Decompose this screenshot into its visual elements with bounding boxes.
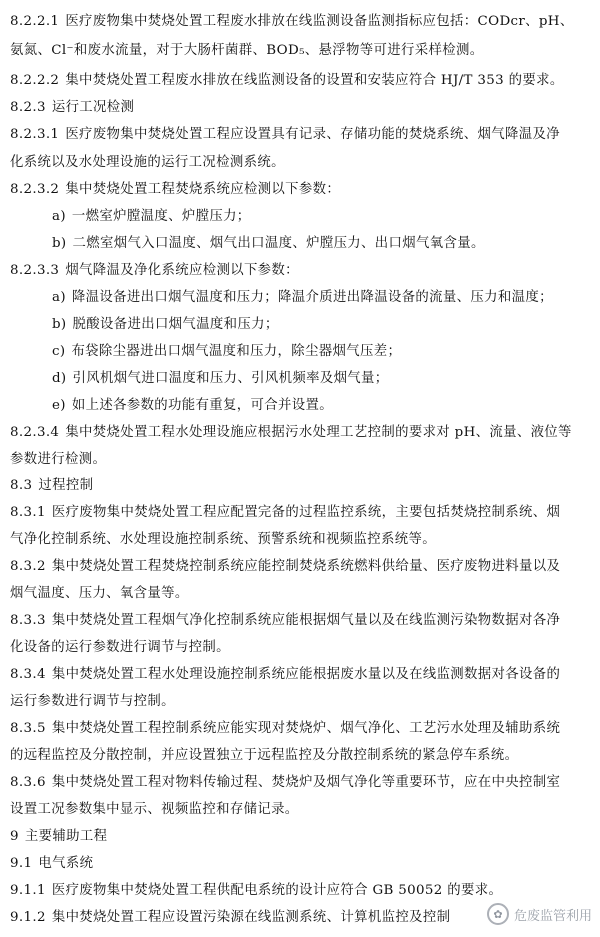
list-item-a-furnace-1: a) 一燃室炉膛温度、炉膛压力；	[52, 209, 251, 224]
list-item-e-merge: e) 如上述各参数的功能有重复，可合并设置。	[52, 398, 333, 413]
clause-8-2-3-1-line-2: 化系统以及水处理设施的运行工况检测系统。	[10, 155, 285, 170]
clause-8-2-3-4-line-1: 8.2.3.4 集中焚烧处置工程水处理设施应根据污水处理工艺控制的要求对 pH、流量、液位等	[10, 425, 572, 440]
clause-8-2-2-1-line-1: 8.2.2.1 医疗废物集中焚烧处置工程废水排放在线监测设备监测指标应包括：CODcr、pH、	[10, 14, 574, 29]
clause-8-2-3-3: 8.2.3.3 烟气降温及净化系统应检测以下参数：	[10, 263, 299, 278]
clause-8-3-3-line-2: 化设备的运行参数进行调节与控制。	[10, 640, 230, 655]
clause-8-3-5-line-1: 8.3.5 集中焚烧处置工程控制系统应能实现对焚烧炉、烟气净化、工艺污水处理及辅助系统	[10, 721, 561, 736]
clause-8-2-3-1-line-1: 8.2.3.1 医疗废物集中焚烧处置工程应设置具有记录、存储功能的焚烧系统、烟气降温及净	[10, 127, 560, 142]
clause-8-2-2-2: 8.2.2.2 集中焚烧处置工程废水排放在线监测设备的设置和安装应符合 HJ/T 353 的要求。	[10, 73, 564, 88]
watermark	[487, 900, 592, 928]
clause-8-3-3-line-1: 8.3.3 集中焚烧处置工程烟气净化控制系统应能根据烟气量以及在线监测污染物数据对各净	[10, 613, 561, 628]
clause-9-1-1: 9.1.1 医疗废物集中焚烧处置工程供配电系统的设计应符合 GB 50052 的要求。	[10, 883, 503, 898]
clause-8-3-1-line-2: 气净化控制系统、水处理设施控制系统、预警系统和视频监控系统等。	[10, 532, 436, 547]
clause-8-3-2-line-1: 8.3.2 集中焚烧处置工程焚烧控制系统应能控制焚烧系统燃料供给量、医疗废物进料量以及	[10, 559, 561, 574]
heading-8-3: 8.3 过程控制	[10, 478, 94, 493]
list-item-b-furnace-2: b) 二燃室烟气入口温度、烟气出口温度、炉膛压力、出口烟气氧含量。	[52, 236, 485, 251]
clause-8-3-5-line-2: 的远程监控及分散控制，并应设置独立于远程监控及分散控制系统的紧急停车系统。	[10, 748, 519, 763]
heading-9-1: 9.1 电气系统	[10, 856, 94, 871]
list-item-d-fan: d) 引风机烟气进口温度和压力、引风机频率及烟气量；	[52, 371, 389, 386]
heading-9: 9 主要辅助工程	[10, 829, 108, 844]
list-item-a-cooling: a) 降温设备进出口烟气温度和压力；降温介质进出降温设备的流量、压力和温度；	[52, 290, 553, 305]
heading-8-2-3: 8.2.3 运行工况检测	[10, 100, 135, 115]
clause-8-3-4-line-2: 运行参数进行调节与控制。	[10, 694, 175, 709]
list-item-c-baghouse: c) 布袋除尘器进出口烟气温度和压力，除尘器烟气压差；	[52, 344, 402, 359]
clause-8-2-3-2: 8.2.3.2 集中焚烧处置工程焚烧系统应检测以下参数：	[10, 182, 341, 197]
clause-8-3-2-line-2: 烟气温度、压力、氧含量等。	[10, 586, 189, 601]
list-item-b-deacid: b) 脱酸设备进出口烟气温度和压力；	[52, 317, 279, 332]
clause-8-2-2-1-line-2: 氨氮、Cl⁻和废水流量，对于大肠杆菌群、BOD₅、悬浮物等可进行采样检测。	[10, 43, 484, 58]
watermark-logo-icon: ✿	[487, 903, 509, 925]
clause-8-2-3-4-line-2: 参数进行检测。	[10, 452, 107, 467]
clause-8-3-4-line-1: 8.3.4 集中焚烧处置工程水处理设施控制系统应能根据废水量以及在线监测数据对各设备的	[10, 667, 561, 682]
clause-8-3-6-line-2: 设置工况参数集中显示、视频监控和存储记录。	[10, 802, 299, 817]
clause-8-3-6-line-1: 8.3.6 集中焚烧处置工程对物料传输过程、焚烧炉及烟气净化等重要环节，应在中央控制室	[10, 775, 561, 790]
clause-9-1-2: 9.1.2 集中焚烧处置工程应设置污染源在线监测系统、计算机监控及控制	[10, 910, 450, 925]
clause-8-3-1-line-1: 8.3.1 医疗废物集中焚烧处置工程应配置完备的过程监控系统，主要包括焚烧控制系统、烟	[10, 505, 561, 520]
watermark-text: 危废监管利用	[513, 908, 592, 924]
